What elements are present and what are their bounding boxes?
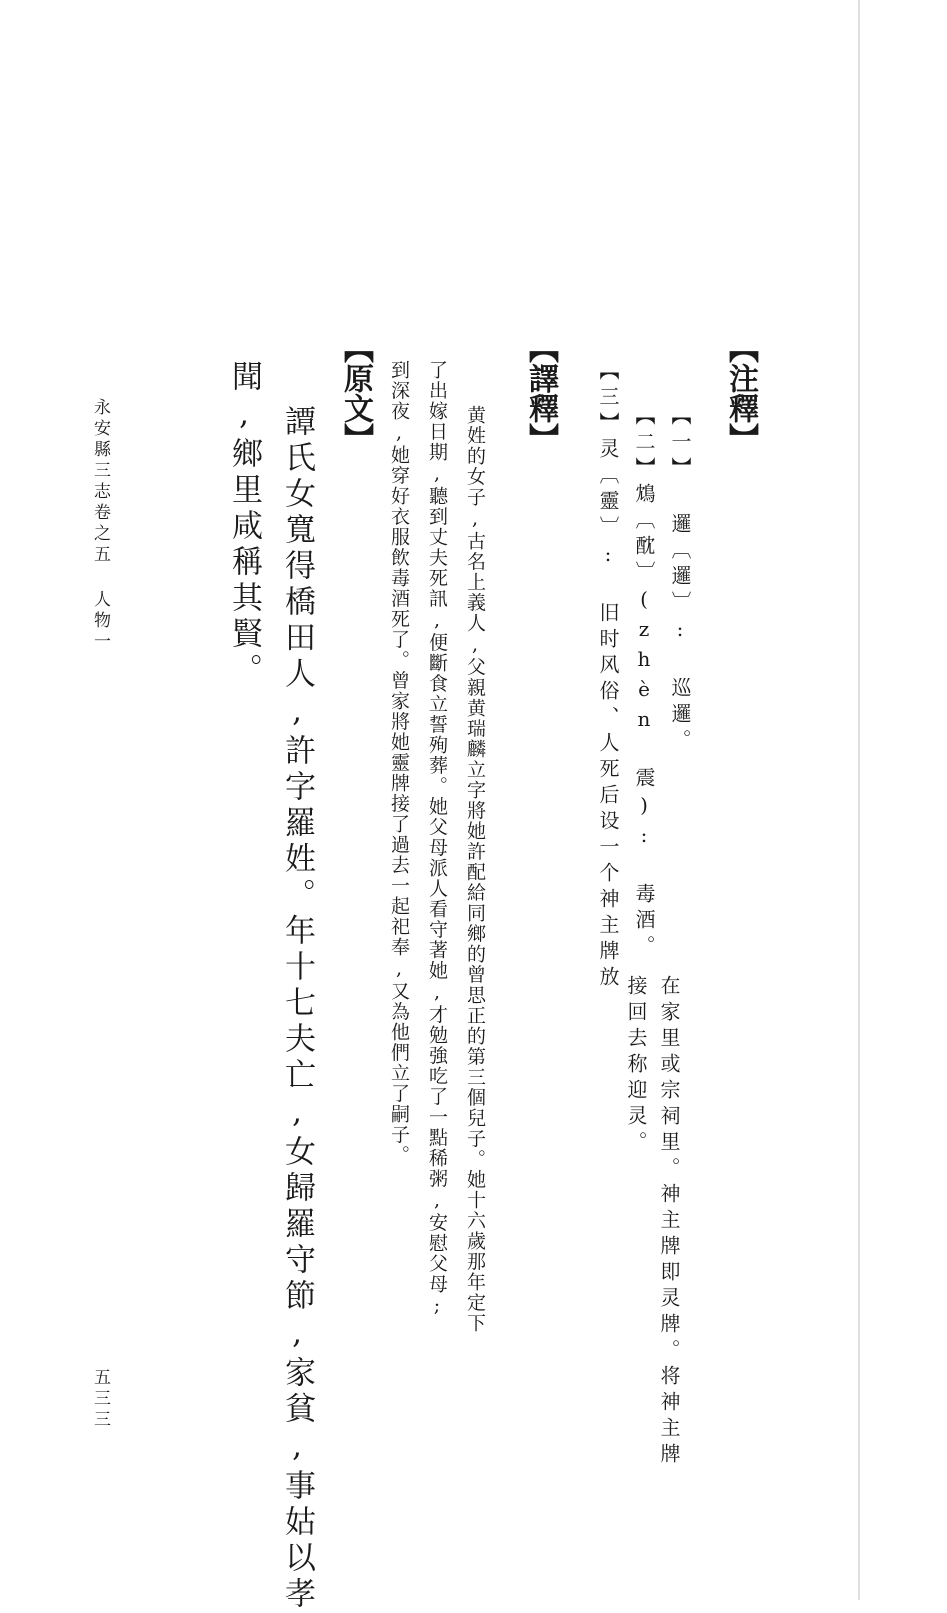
running-title: 永安縣三志卷之五 人物一 xyxy=(90,398,110,653)
note-2: 【二】鴆〔酖〕(zhèn 震): 毒酒。 xyxy=(632,405,656,961)
note-3-line-3: 接回去称迎灵。 xyxy=(624,975,648,1157)
note-3-line-1: 【三】灵〔靈〕: 旧时风俗、人死后设一个神主牌放 xyxy=(596,360,620,992)
original-heading: 【原文】 xyxy=(338,333,373,453)
translation-line-2: 了出嫁日期,聽到丈夫死訊,便斷食立誓殉葬。她父母派人看守著她,才勉強吃了一點稀粥,安慰父母; xyxy=(426,360,448,1318)
note-3-line-2: 在家里或宗祠里。神主牌即灵牌。将神主牌 xyxy=(657,975,681,1469)
original-line-2: 聞,鄉里咸稱其賢。 xyxy=(226,360,262,689)
page-edge-line xyxy=(858,0,860,1600)
original-line-1: 譚氏女寬得橋田人,許字羅姓。年十七夫亡,女歸羅守節,家貧,事姑以孝 xyxy=(279,405,315,1613)
note-1: 【一】 邏〔邏〕: 巡邏。 xyxy=(668,405,692,755)
translation-heading: 【譯釋】 xyxy=(523,333,558,453)
notes-heading: 【注釋】 xyxy=(723,333,758,453)
translation-line-1: 黄姓的女子,古名上義人,父親黄瑞麟立字將她許配給同鄉的曾思正的第三個兒子。她十六歲那年定下 xyxy=(464,405,486,1334)
translation-line-3: 到深夜,她穿好衣服飲毒酒死了。曾家將她靈牌接了過去一起祀奉,又為他們立了嗣子。 xyxy=(388,360,410,1166)
page-number: 五三三 xyxy=(90,1368,110,1431)
